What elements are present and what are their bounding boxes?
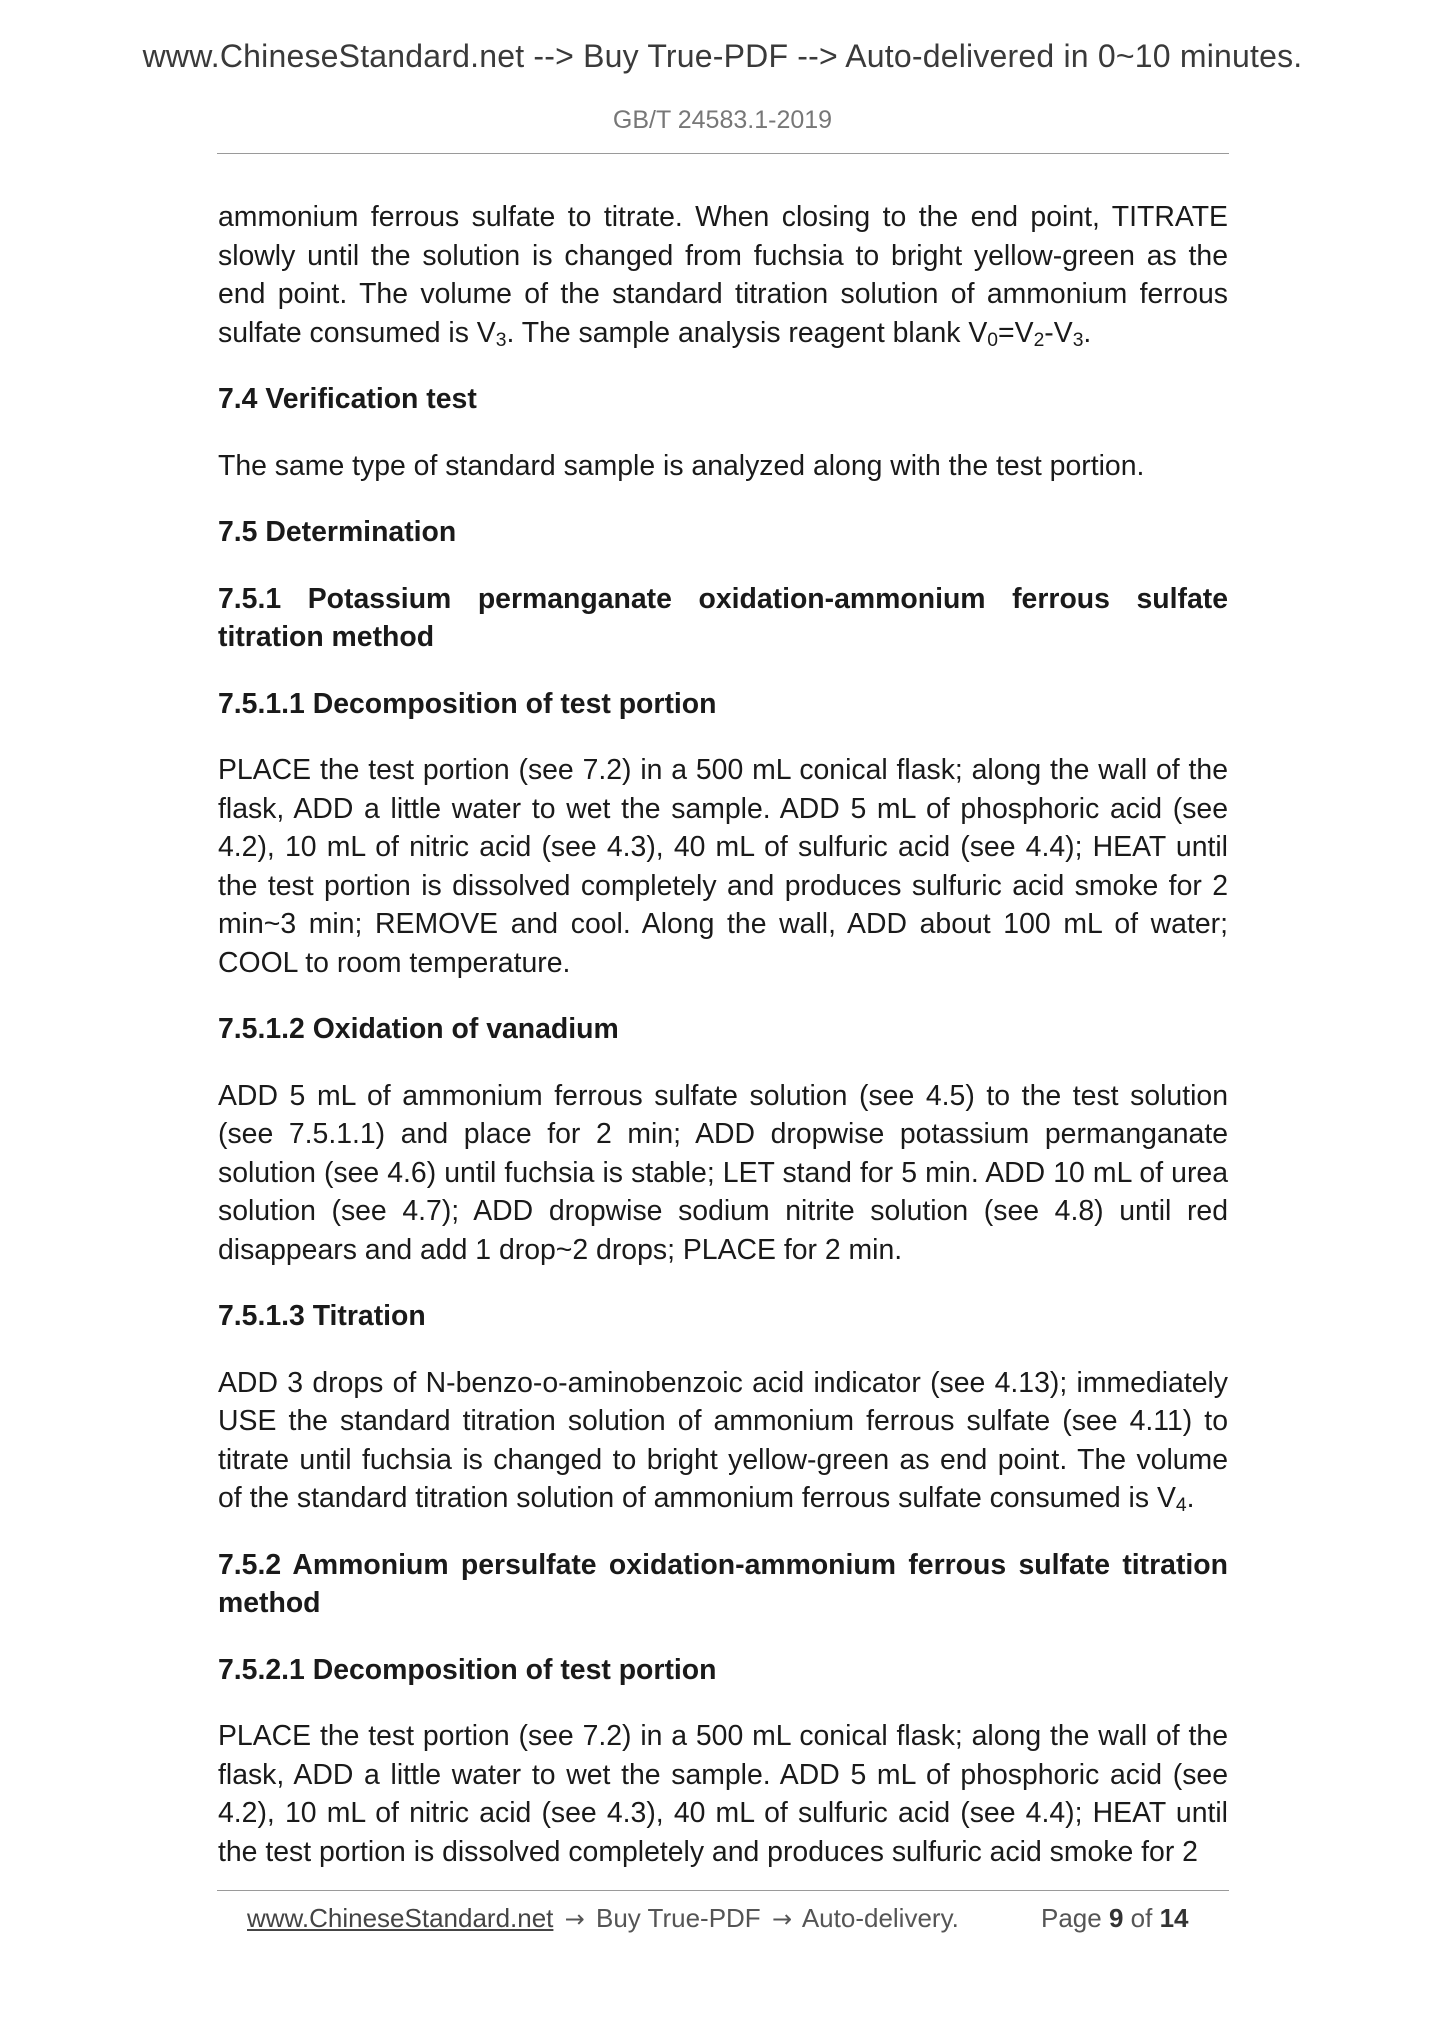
arrow-right-icon: → <box>771 1905 793 1933</box>
page-current: 9 <box>1108 1903 1124 1933</box>
of-label: of <box>1130 1903 1153 1933</box>
footer-site-link[interactable]: www.ChineseStandard.net <box>247 1903 554 1933</box>
paragraph-7-4: The same type of standard sample is analyzed along with the test portion. <box>218 449 1145 482</box>
heading-7-5-1-3: 7.5.1.3 Titration <box>218 1300 426 1332</box>
heading-7-4: 7.4 Verification test <box>218 383 477 415</box>
heading-7-5: 7.5 Determination <box>218 516 457 548</box>
footer-delivery-text: Auto-delivery. <box>801 1903 959 1933</box>
page-total: 14 <box>1159 1903 1189 1933</box>
heading-7-5-1-2: 7.5.1.2 Oxidation of vanadium <box>218 1013 619 1045</box>
heading-7-5-1-1: 7.5.1.1 Decomposition of test portion <box>218 687 717 720</box>
document-body <box>218 198 1228 1899</box>
heading-7-5-2: 7.5.2 Ammonium persulfate oxidation-ammonium ferrous sulfate titration method <box>218 1548 1228 1619</box>
top-banner: www.ChineseStandard.net --> Buy True-PDF --> Auto-delivered in 0~10 minutes. <box>142 38 1303 74</box>
footer-buy-text: Buy True-PDF <box>595 1903 761 1933</box>
heading-7-5-2-1: 7.5.2.1 Decomposition of test portion <box>218 1653 717 1686</box>
footer-promo <box>247 1896 959 1941</box>
page-label: Page <box>1041 1903 1102 1933</box>
paragraph-7-5-1-3: ADD 3 drops of N-benzo-o-aminobenzoic acid indicator (see 4.13); immediately USE the standard titration solution of ammonium ferrous sulfate (see 4.11) to titrate until fuchsia is changed to bright yellow-green as end point. The volume of the standard titration solution of ammonium ferrous sulfate consumed is $V_4$. <box>218 1366 1228 1517</box>
paragraph-7-5-2-1: PLACE the test portion (see 7.2) in a 500 mL conical flask; along the wall of the flask, ADD a little water to wet the sample. ADD 5 mL of phosphoric acid (see 4.2), 10 mL of nitric acid (see 4.3), 40 mL of sulfuric acid (see 4.4); HEAT until the test portion is dissolved completely and produces sulfuric acid smoke for 2 <box>218 1720 1228 1868</box>
heading-7-5-1: 7.5.1 Potassium permanganate oxidation-ammonium ferrous sulfate titration method <box>218 582 1228 653</box>
page-number <box>1041 1896 1189 1940</box>
paragraph-7-5-1-2: ADD 5 mL of ammonium ferrous sulfate solution (see 4.5) to the test solution (see 7.5.1.1) and place for 2 min; ADD dropwise potassium permanganate solution (see 4.6) until fuchsia is stable; LET stand for 5 min. ADD 10 mL of urea solution (see 4.7); ADD dropwise sodium nitrite solution (see 4.8) until red disappears and add 1 drop~2 drops; PLACE for 2 min. <box>218 1079 1228 1266</box>
footer-divider <box>217 1890 1229 1891</box>
standard-code: GB/T 24583.1-2019 <box>612 106 833 134</box>
arrow-right-icon: → <box>564 1905 585 1933</box>
header-divider <box>217 153 1229 154</box>
paragraph-ammonium-ferrous-sulfate-titrate: ammonium ferrous sulfate to titrate. When closing to the end point, TITRATE slowly until the solution is changed from fuchsia to bright yellow-green as the end point. The volume of the standard titration solution of ammonium ferrous sulfate consumed is $V_3$. The sample analysis reagent blank $V_0=V_2-V_3$. <box>218 201 1228 351</box>
paragraph-7-5-1-1: PLACE the test portion (see 7.2) in a 500 mL conical flask; along the wall of the flask, ADD a little water to wet the sample. ADD 5 mL of phosphoric acid (see 4.2), 10 mL of nitric acid (see 4.3), 40 mL of sulfuric acid (see 4.4); HEAT until the test portion is dissolved completely and produces sulfuric acid smoke for 2 min~3 min; REMOVE and cool. Along the wall, ADD about 100 mL of water; COOL to room temperature. <box>218 754 1228 979</box>
page-footer <box>0 1896 1445 1940</box>
